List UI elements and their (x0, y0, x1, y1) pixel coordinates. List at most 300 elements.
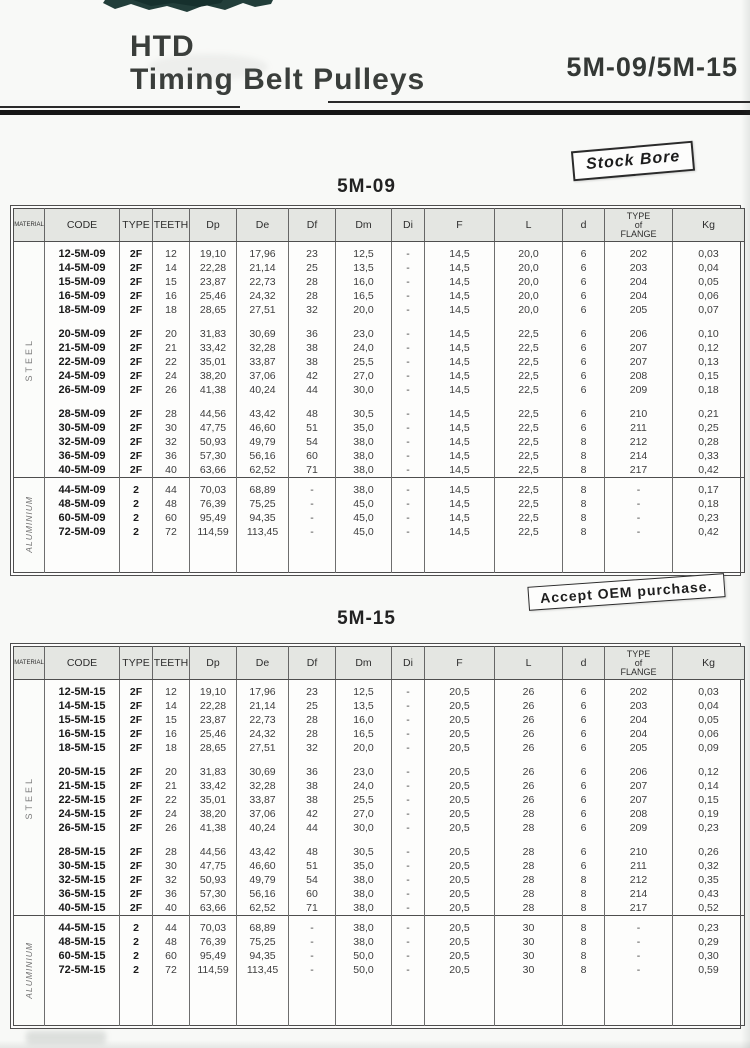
dm-cell: 38,0 (336, 463, 392, 478)
dm-cell: 45,0 (336, 511, 392, 525)
f-cell: 14,5 (425, 497, 495, 511)
di-cell: - (392, 247, 425, 261)
spacer-cell (120, 755, 153, 765)
spacer-cell (336, 397, 392, 407)
l-cell: 28 (495, 845, 563, 859)
spacer-cell (673, 755, 745, 765)
table-row (14, 463, 745, 478)
table-row (14, 949, 745, 963)
material-label: STEEL (23, 337, 34, 382)
kg-cell: 0,04 (673, 699, 745, 713)
table-row (14, 275, 745, 289)
column-header-flange: TYPE of FLANGE (605, 209, 673, 242)
dm-cell: 30,0 (336, 383, 392, 397)
column-header-df: Df (289, 647, 336, 680)
kg-cell: 0,04 (673, 261, 745, 275)
type-cell: 2 (120, 963, 153, 977)
f-cell: 14,5 (425, 355, 495, 369)
di-cell: - (392, 949, 425, 963)
de-cell: 37,06 (237, 369, 289, 383)
teeth-cell: 32 (153, 435, 190, 449)
d-cell: 8 (563, 921, 605, 935)
dp-cell: 44,56 (190, 845, 237, 859)
f-cell: 14,5 (425, 525, 495, 539)
flange-cell: 202 (605, 247, 673, 261)
material-label: ALUMINIUM (23, 496, 34, 554)
dm-cell: 38,0 (336, 887, 392, 901)
table-row (14, 935, 745, 949)
f-cell: 20,5 (425, 859, 495, 873)
kg-cell: 0,23 (673, 921, 745, 935)
df-cell: 38 (289, 341, 336, 355)
df-cell: - (289, 963, 336, 977)
l-cell: 30 (495, 921, 563, 935)
spacer-cell (45, 835, 120, 845)
dp-cell: 57,30 (190, 449, 237, 463)
code-cell: 21-5M-15 (45, 779, 120, 793)
code-cell: 60-5M-15 (45, 949, 120, 963)
df-cell: 54 (289, 873, 336, 887)
spacer-cell (392, 755, 425, 765)
table-row (14, 887, 745, 901)
column-header-teeth: TEETH (153, 209, 190, 242)
spacer-cell (237, 397, 289, 407)
flange-cell: 217 (605, 901, 673, 916)
de-cell: 62,52 (237, 463, 289, 478)
kg-cell: 0,29 (673, 935, 745, 949)
spacer-cell (336, 539, 392, 572)
table-row (14, 383, 745, 397)
di-cell: - (392, 699, 425, 713)
d-cell: 6 (563, 821, 605, 835)
d-cell: 8 (563, 435, 605, 449)
table-row (14, 873, 745, 887)
flange-cell: - (605, 921, 673, 935)
type-cell: 2F (120, 407, 153, 421)
dm-cell: 35,0 (336, 859, 392, 873)
dm-cell: 16,0 (336, 275, 392, 289)
de-cell: 56,16 (237, 449, 289, 463)
f-cell: 20,5 (425, 873, 495, 887)
spacer-cell (289, 835, 336, 845)
f-cell: 20,5 (425, 935, 495, 949)
de-cell: 21,14 (237, 699, 289, 713)
column-header-di: Di (392, 647, 425, 680)
type-cell: 2F (120, 463, 153, 478)
df-cell: 71 (289, 463, 336, 478)
type-cell: 2F (120, 821, 153, 835)
kg-cell: 0,10 (673, 327, 745, 341)
flange-cell: 212 (605, 435, 673, 449)
flange-cell: 208 (605, 807, 673, 821)
f-cell: 20,5 (425, 765, 495, 779)
df-cell: - (289, 497, 336, 511)
type-cell: 2F (120, 275, 153, 289)
dm-cell: 50,0 (336, 963, 392, 977)
l-cell: 26 (495, 713, 563, 727)
dp-cell: 19,10 (190, 685, 237, 699)
l-cell: 26 (495, 685, 563, 699)
d-cell: 8 (563, 949, 605, 963)
type-cell: 2F (120, 713, 153, 727)
kg-cell: 0,06 (673, 289, 745, 303)
group-gap-row (14, 835, 745, 845)
l-cell: 22,5 (495, 497, 563, 511)
de-cell: 27,51 (237, 303, 289, 317)
table-row (14, 261, 745, 275)
l-cell: 22,5 (495, 407, 563, 421)
code-cell: 14-5M-15 (45, 699, 120, 713)
de-cell: 68,89 (237, 921, 289, 935)
dp-cell: 50,93 (190, 873, 237, 887)
dm-cell: 24,0 (336, 779, 392, 793)
de-cell: 68,89 (237, 483, 289, 497)
l-cell: 26 (495, 765, 563, 779)
material-cell-aluminium (14, 478, 45, 573)
d-cell: 6 (563, 275, 605, 289)
d-cell: 6 (563, 261, 605, 275)
d-cell: 8 (563, 525, 605, 539)
df-cell: - (289, 525, 336, 539)
teeth-cell: 72 (153, 963, 190, 977)
di-cell: - (392, 341, 425, 355)
flange-cell: - (605, 511, 673, 525)
d-cell: 6 (563, 793, 605, 807)
teeth-cell: 24 (153, 807, 190, 821)
dm-cell: 20,0 (336, 303, 392, 317)
dp-cell: 76,39 (190, 935, 237, 949)
teeth-cell: 15 (153, 275, 190, 289)
f-cell: 14,5 (425, 247, 495, 261)
d-cell: 6 (563, 247, 605, 261)
f-cell: 20,5 (425, 741, 495, 755)
code-cell: 24-5M-15 (45, 807, 120, 821)
code-cell: 40-5M-09 (45, 463, 120, 478)
code-cell: 36-5M-15 (45, 887, 120, 901)
f-cell: 20,5 (425, 727, 495, 741)
f-cell: 20,5 (425, 685, 495, 699)
column-header-f: F (425, 647, 495, 680)
teeth-cell: 28 (153, 407, 190, 421)
spacer-cell (673, 539, 745, 572)
column-header-dm: Dm (336, 209, 392, 242)
spacer-cell (673, 317, 745, 327)
type-cell: 2F (120, 887, 153, 901)
de-cell: 32,28 (237, 341, 289, 355)
table-row (14, 963, 745, 977)
code-cell: 32-5M-09 (45, 435, 120, 449)
column-header-df: Df (289, 209, 336, 242)
de-cell: 46,60 (237, 859, 289, 873)
l-cell: 20,0 (495, 275, 563, 289)
teeth-cell: 15 (153, 713, 190, 727)
code-cell: 72-5M-15 (45, 963, 120, 977)
spacer-cell (289, 977, 336, 1025)
teeth-cell: 30 (153, 859, 190, 873)
header-row (14, 209, 745, 242)
di-cell: - (392, 289, 425, 303)
type-cell: 2F (120, 341, 153, 355)
l-cell: 22,5 (495, 463, 563, 478)
l-cell: 30 (495, 963, 563, 977)
de-cell: 21,14 (237, 261, 289, 275)
kg-cell: 0,52 (673, 901, 745, 916)
de-cell: 40,24 (237, 821, 289, 835)
di-cell: - (392, 807, 425, 821)
flange-cell: - (605, 497, 673, 511)
material-label: ALUMINIUM (23, 941, 34, 999)
l-cell: 28 (495, 873, 563, 887)
code-cell: 40-5M-15 (45, 901, 120, 916)
dp-cell: 31,83 (190, 327, 237, 341)
flange-cell: 210 (605, 845, 673, 859)
teeth-cell: 22 (153, 355, 190, 369)
flange-cell: - (605, 963, 673, 977)
spacer-cell (289, 317, 336, 327)
dm-cell: 38,0 (336, 483, 392, 497)
de-cell: 24,32 (237, 727, 289, 741)
d-cell: 8 (563, 873, 605, 887)
d-cell: 6 (563, 341, 605, 355)
column-header-d: d (563, 209, 605, 242)
page-title-line2: Timing Belt Pulleys (130, 63, 426, 96)
spacer-cell (495, 755, 563, 765)
teeth-cell: 20 (153, 327, 190, 341)
de-cell: 33,87 (237, 355, 289, 369)
column-header-l: L (495, 209, 563, 242)
column-header-kg: Kg (673, 647, 745, 680)
table-row (14, 779, 745, 793)
df-cell: 28 (289, 713, 336, 727)
kg-cell: 0,15 (673, 369, 745, 383)
code-cell: 18-5M-09 (45, 303, 120, 317)
scan-edge-shadow (0, 1040, 750, 1048)
type-cell: 2F (120, 859, 153, 873)
spacer-cell (495, 397, 563, 407)
spacer-cell (153, 755, 190, 765)
spacer-cell (289, 755, 336, 765)
de-cell: 49,79 (237, 873, 289, 887)
table-row (14, 407, 745, 421)
dp-cell: 57,30 (190, 887, 237, 901)
d-cell: 6 (563, 407, 605, 421)
df-cell: 51 (289, 421, 336, 435)
di-cell: - (392, 497, 425, 511)
code-cell: 15-5M-09 (45, 275, 120, 289)
dp-cell: 38,20 (190, 807, 237, 821)
dp-cell: 114,59 (190, 525, 237, 539)
accept-oem-stamp: Accept OEM purchase. (527, 573, 725, 611)
d-cell: 6 (563, 355, 605, 369)
flange-cell: 203 (605, 261, 673, 275)
di-cell: - (392, 793, 425, 807)
dm-cell: 45,0 (336, 525, 392, 539)
teeth-cell: 30 (153, 421, 190, 435)
dm-cell: 25,5 (336, 355, 392, 369)
table-row (14, 511, 745, 525)
spacer-cell (563, 539, 605, 572)
table-title-5m-15: 5M-15 (337, 608, 396, 629)
dm-cell: 20,0 (336, 741, 392, 755)
table-row (14, 921, 745, 935)
spacer-cell (289, 397, 336, 407)
kg-cell: 0,03 (673, 685, 745, 699)
spacer-cell (605, 835, 673, 845)
l-cell: 28 (495, 807, 563, 821)
table-row (14, 859, 745, 873)
table-row (14, 845, 745, 859)
dm-cell: 24,0 (336, 341, 392, 355)
f-cell: 14,5 (425, 303, 495, 317)
type-cell: 2F (120, 845, 153, 859)
scan-smudge (148, 54, 268, 80)
type-cell: 2F (120, 449, 153, 463)
df-cell: 44 (289, 383, 336, 397)
table-row (14, 685, 745, 699)
f-cell: 20,5 (425, 821, 495, 835)
code-cell: 15-5M-15 (45, 713, 120, 727)
df-cell: 48 (289, 407, 336, 421)
de-cell: 46,60 (237, 421, 289, 435)
code-cell: 20-5M-09 (45, 327, 120, 341)
dm-cell: 16,5 (336, 727, 392, 741)
column-header-de: De (237, 647, 289, 680)
d-cell: 6 (563, 369, 605, 383)
spacer-cell (153, 835, 190, 845)
header-rule-thick (0, 110, 750, 115)
type-cell: 2F (120, 699, 153, 713)
df-cell: 28 (289, 289, 336, 303)
l-cell: 22,5 (495, 511, 563, 525)
de-cell: 37,06 (237, 807, 289, 821)
flange-cell: 207 (605, 779, 673, 793)
di-cell: - (392, 685, 425, 699)
spacer-cell (153, 977, 190, 1025)
de-cell: 17,96 (237, 685, 289, 699)
f-cell: 20,5 (425, 793, 495, 807)
de-cell: 24,32 (237, 289, 289, 303)
spacer-cell (673, 835, 745, 845)
teeth-cell: 12 (153, 247, 190, 261)
de-cell: 75,25 (237, 497, 289, 511)
spacer-cell (45, 397, 120, 407)
kg-cell: 0,05 (673, 713, 745, 727)
table-row (14, 341, 745, 355)
teeth-cell: 14 (153, 261, 190, 275)
code-cell: 60-5M-09 (45, 511, 120, 525)
spacer-cell (237, 755, 289, 765)
dp-cell: 41,38 (190, 821, 237, 835)
spacer-cell (605, 397, 673, 407)
type-cell: 2F (120, 793, 153, 807)
l-cell: 26 (495, 779, 563, 793)
dp-cell: 33,42 (190, 779, 237, 793)
d-cell: 6 (563, 807, 605, 821)
di-cell: - (392, 275, 425, 289)
di-cell: - (392, 935, 425, 949)
di-cell: - (392, 713, 425, 727)
code-cell: 16-5M-09 (45, 289, 120, 303)
stock-bore-stamp: Stock Bore (571, 141, 696, 182)
df-cell: 25 (289, 261, 336, 275)
code-cell: 30-5M-15 (45, 859, 120, 873)
spacer-cell (336, 755, 392, 765)
flange-cell: 209 (605, 383, 673, 397)
df-cell: 28 (289, 727, 336, 741)
df-cell: 23 (289, 685, 336, 699)
type-cell: 2 (120, 949, 153, 963)
f-cell: 20,5 (425, 887, 495, 901)
dm-cell: 25,5 (336, 793, 392, 807)
f-cell: 14,5 (425, 435, 495, 449)
flange-cell: 209 (605, 821, 673, 835)
di-cell: - (392, 383, 425, 397)
f-cell: 14,5 (425, 449, 495, 463)
column-header-f: F (425, 209, 495, 242)
kg-cell: 0,13 (673, 355, 745, 369)
spacer-cell (120, 835, 153, 845)
header-rule-thin-left (0, 106, 240, 108)
spacer-cell (190, 539, 237, 572)
di-cell: - (392, 873, 425, 887)
d-cell: 8 (563, 449, 605, 463)
df-cell: 25 (289, 699, 336, 713)
type-cell: 2F (120, 901, 153, 916)
flange-cell: 212 (605, 873, 673, 887)
teeth-cell: 24 (153, 369, 190, 383)
column-header-di: Di (392, 209, 425, 242)
table-title-5m-09: 5M-09 (337, 176, 396, 197)
dm-cell: 38,0 (336, 435, 392, 449)
d-cell: 6 (563, 421, 605, 435)
code-cell: 12-5M-15 (45, 685, 120, 699)
kg-cell: 0,43 (673, 887, 745, 901)
column-header-de: De (237, 209, 289, 242)
table-row (14, 741, 745, 755)
kg-cell: 0,32 (673, 859, 745, 873)
df-cell: 60 (289, 449, 336, 463)
spacer-cell (392, 835, 425, 845)
df-cell: - (289, 935, 336, 949)
df-cell: 60 (289, 887, 336, 901)
table-row (14, 421, 745, 435)
page-code: 5M-09/5M-15 (566, 52, 738, 82)
kg-cell: 0,15 (673, 793, 745, 807)
spacer-cell (120, 317, 153, 327)
di-cell: - (392, 369, 425, 383)
df-cell: 23 (289, 247, 336, 261)
dp-cell: 63,66 (190, 901, 237, 916)
l-cell: 28 (495, 901, 563, 916)
de-cell: 30,69 (237, 327, 289, 341)
spacer-cell (495, 317, 563, 327)
f-cell: 20,5 (425, 713, 495, 727)
di-cell: - (392, 963, 425, 977)
table-row (14, 435, 745, 449)
spacer-cell (425, 755, 495, 765)
kg-cell: 0,17 (673, 483, 745, 497)
l-cell: 26 (495, 727, 563, 741)
dp-cell: 22,28 (190, 699, 237, 713)
spacer-cell (190, 835, 237, 845)
type-cell: 2 (120, 525, 153, 539)
dp-cell: 63,66 (190, 463, 237, 478)
f-cell: 14,5 (425, 421, 495, 435)
f-cell: 14,5 (425, 483, 495, 497)
spacer-cell (45, 317, 120, 327)
code-cell: 48-5M-15 (45, 935, 120, 949)
df-cell: 32 (289, 303, 336, 317)
